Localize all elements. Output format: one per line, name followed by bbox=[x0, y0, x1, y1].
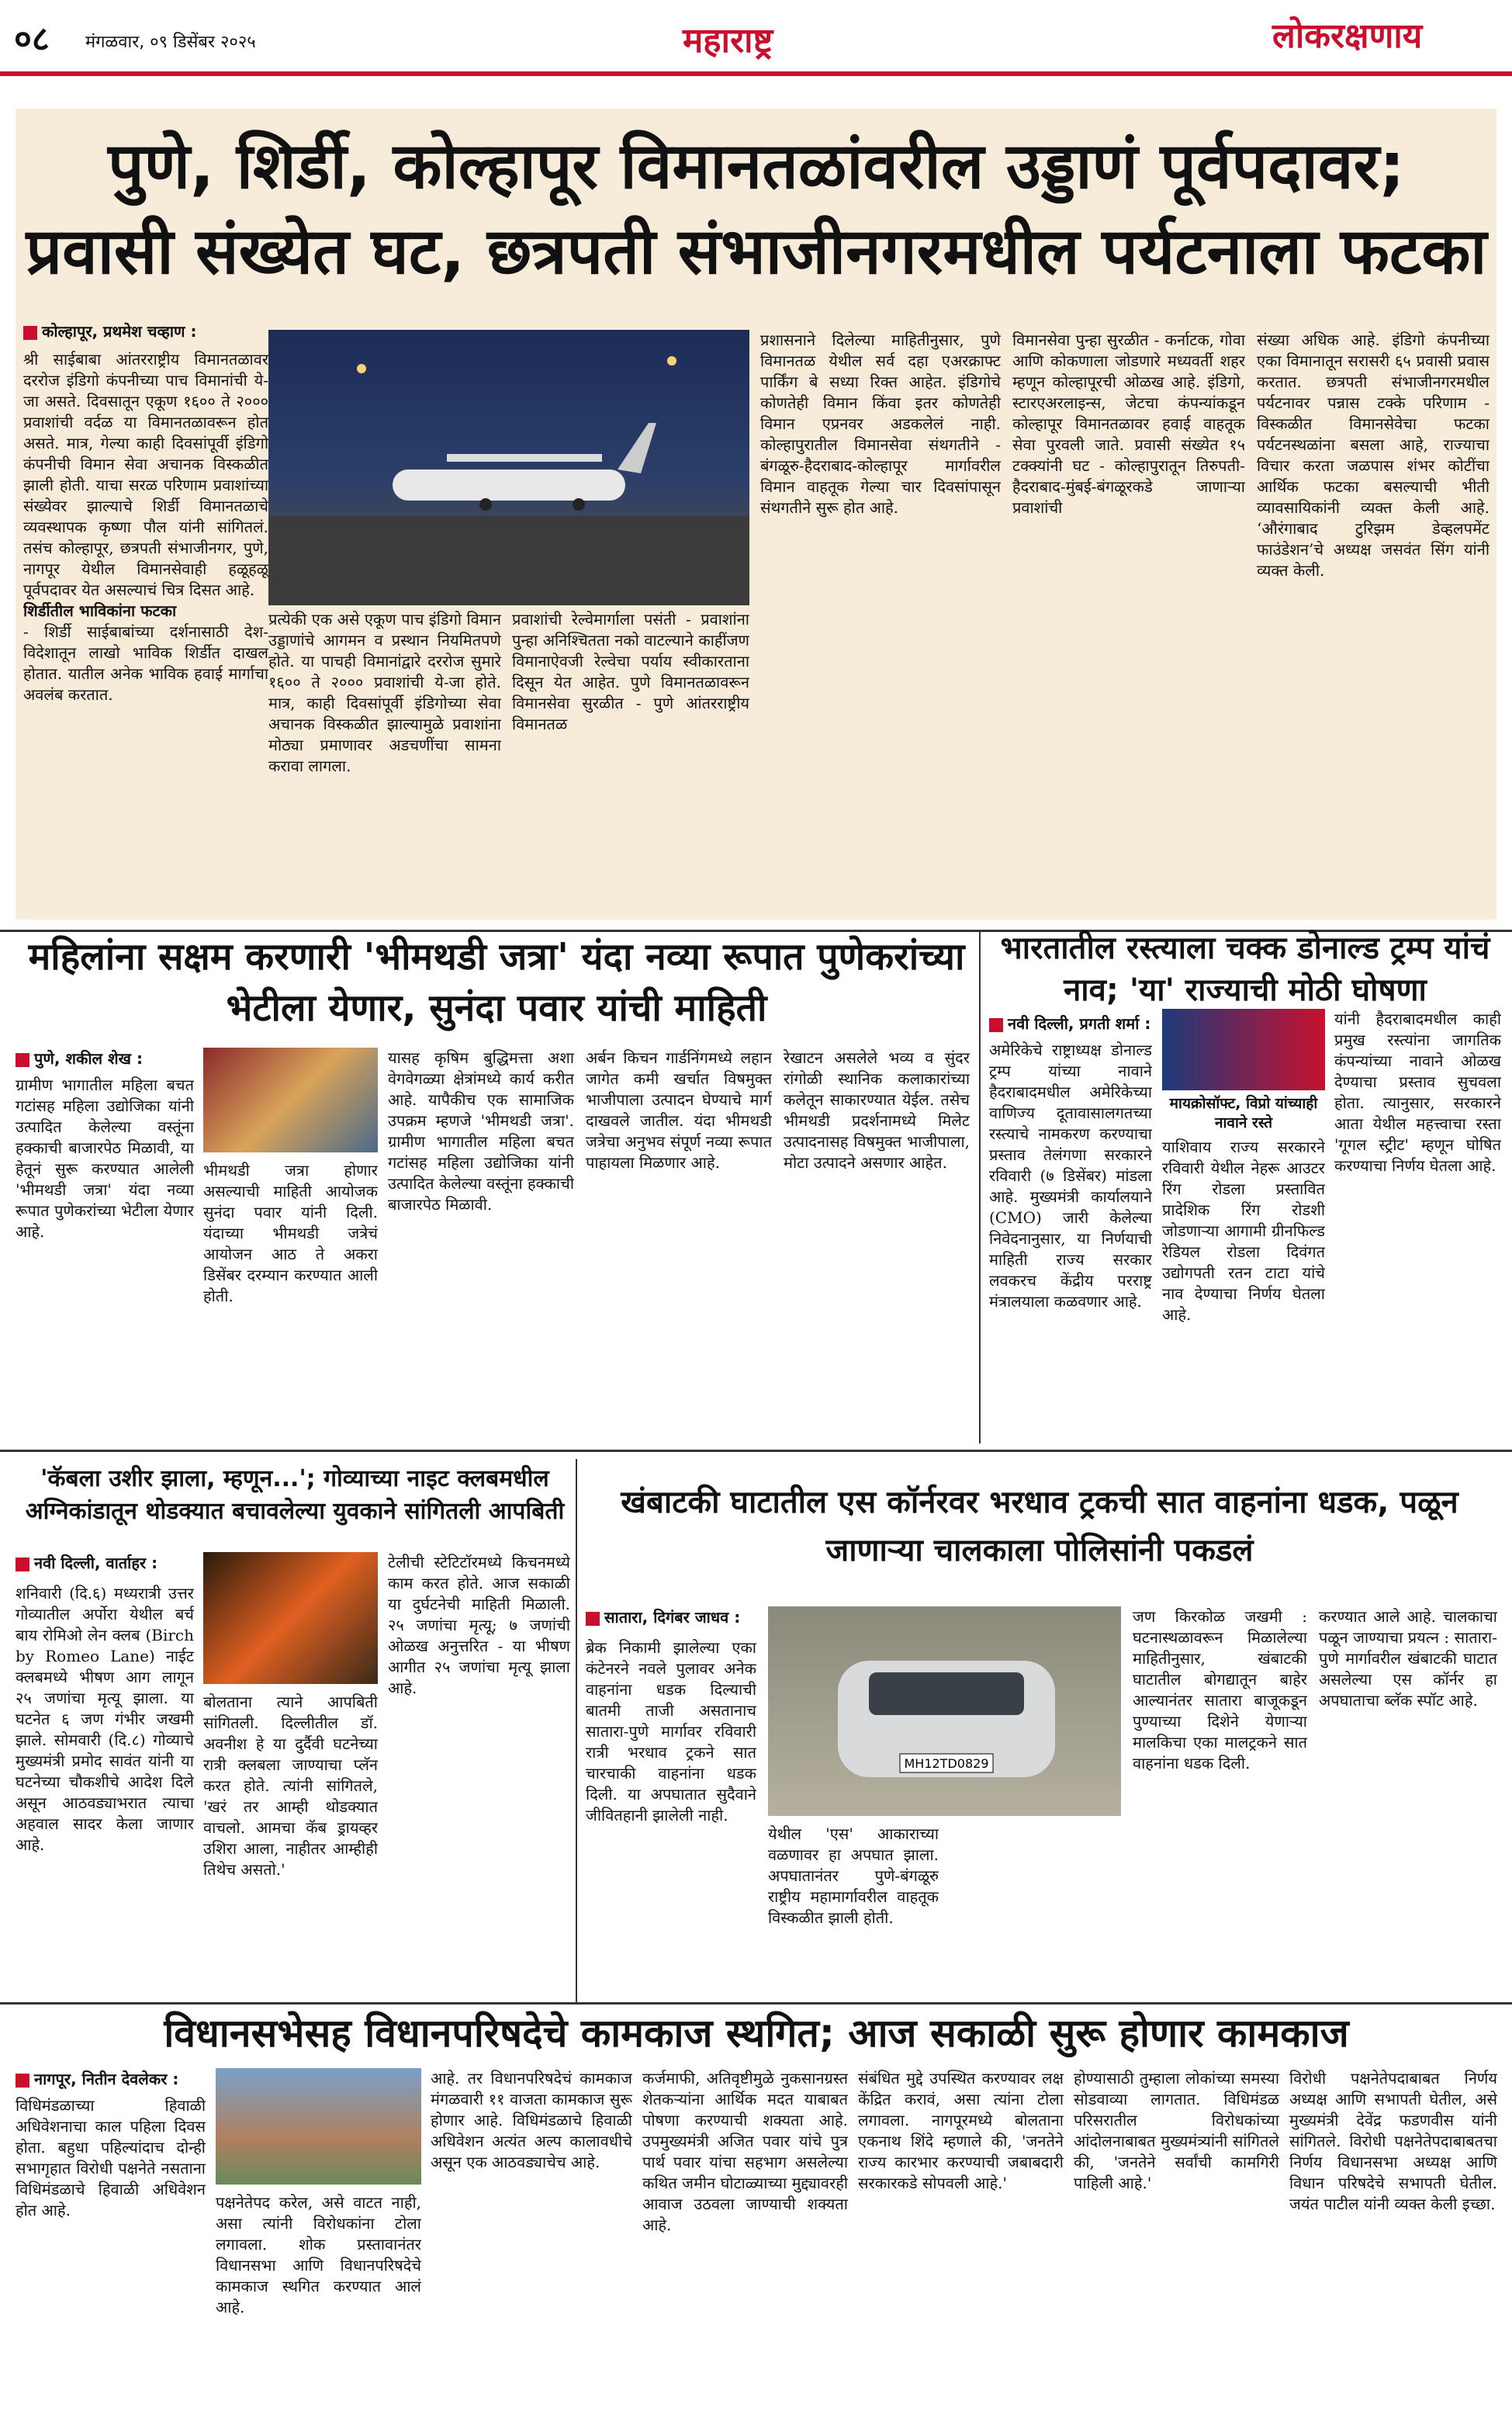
divider bbox=[0, 2002, 1512, 2005]
story-trump-col3: यांनी हैदराबादमधील काही प्रमुख रस्त्यांना जागतिक कंपन्यांच्या नावाने ओळख देण्याचा प्रस्ताव सुचवला होता. त्यानुसार, सरकारने आता येथील महत्त्वाचा रस्ता 'गूगल स्ट्रीट' म्हणून घोषित करण्याचा निर्णय घेतला आहे. bbox=[1334, 1010, 1501, 1175]
story-ghat-col2: येथील 'एस' आकाराच्या वळणावर हा अपघात झाला. अपघातानंतर पुणे-बंगळूरु राष्ट्रीय महामार्गावरील वाहतूक विस्कळीत झाली होती. bbox=[768, 1824, 939, 1927]
section-title: महाराष्ट्र bbox=[683, 21, 773, 61]
lead-column-3: प्रवाशांची रेल्वेमार्गाला पसंती - प्रवाशांना पुन्हा अनिश्चितता नको वाटल्याने काहींजण विमानाऐवजी रेल्वेचा पर्याय स्वीकारताना दिसून येत आहेत. पुणे विमानतळावरून विमानसेवा सुरळीत - पुणे आंतरराष्ट्रीय विमानतळ bbox=[512, 610, 749, 733]
story-goa-col3: टेलीची स्टेटिटॉरमध्ये किचनमध्ये काम करत होते. आज सकाळी या दुर्घटनेची माहिती मिळाली. २५ जणांचा मृत्यू; ७ जणांची ओळख अनुत्तरित - या भीषण आगीत २५ जणांचा मृत्यू झाला आहे. bbox=[388, 1553, 570, 1697]
trump-photo bbox=[1162, 1009, 1325, 1090]
story-ghat-col4: करण्यात आले आहे. चालकाचा पळून जाण्याचा प्रयत्न : सातारा-पुणे मार्गावरील खंबाटकी घाटात असलेल्या एस कॉर्नर हा अपघाताचा ब्लॅक स्पॉट आहे. bbox=[1319, 1607, 1497, 1710]
story-assembly-col1: विधिमंडळाच्या हिवाळी अधिवेशनाचा काल पहिला दिवस होता. बहुधा पहिल्यांदाच दोन्ही सभागृहात विरोधी पक्षनेते नसताना विधिमंडळाचे हिवाळी अधिवेशन होत आहे. bbox=[16, 2096, 206, 2219]
bhimthadi-photo bbox=[203, 1048, 378, 1152]
lead-column-6: संख्या अधिक आहे. इंडिगो कंपनीच्या एका विमानातून सरासरी ६५ प्रवासी प्रवास करतात. छत्रपती संभाजीनगरमधील पर्यटनावर पन्नास टक्के परिणाम - विस्कळीत विमानसेवेचा फटका पर्यटनस्थळांना बसला आहे, राज्याचा विचार करता जळपास शंभर कोटींचा आर्थिक फटका बसल्याची भीती व्यावसायिकांनी व्यक्त केली आहे. ‘औरंगाबाद टुरिझम डेव्हलपमेंट फाउंडेशन’चे अध्यक्ष जसवंत सिंग यांनी व्यक्त केली. bbox=[1257, 331, 1490, 580]
story-ghat-dateline: सातारा, दिगंबर जाधव : bbox=[586, 1606, 756, 1627]
lead-headline: पुणे, शिर्डी, कोल्हापूर विमानतळांवरील उड्डाणं पूर्वपदावर; प्रवासी संख्येत घट, छत्रपती संभाजीनगरमधील पर्यटनाला फटका bbox=[26, 130, 1487, 289]
story-assembly-col7: विरोधी पक्षनेतेपदाबाबत निर्णय अध्यक्ष आणि सभापती घेतील, असे मुख्यमंत्री देवेंद्र फडणवीस यांनी सांगितले. विरोधी पक्षनेतेपदाबाबतचा निर्णय विधानसभा अध्यक्ष आणि विधान परिषदेचे सभापती घेतील. जयंत पाटील यांनी व्यक्त केली इच्छा. bbox=[1289, 2069, 1497, 2213]
story-ghat-col3: जण किरकोळ जखमी : घटनास्थळावरून मिळालेल्या माहितीनुसार, खंबाटकी घाटातील बोगद्यातून बाहेर आल्यानंतर सातारा बाजूकडून पुण्याच्या दिशेने येणाऱ्या मालकिचा एका मालट्रकने सात वाहनांना धडक दिली. bbox=[1133, 1607, 1307, 1772]
story-goa-headline: 'कॅबला उशीर झाला, म्हणून...'; गोव्याच्या नाइट क्लबमधील अग्निकांडातून थोडक्यात बचावलेल्या युवकाने सांगितली आपबिती bbox=[25, 1465, 565, 1525]
bullet-icon bbox=[23, 326, 37, 340]
story-goa-col1: शनिवारी (दि.६) मध्यरात्री उत्तर गोव्यातील अर्पोरा येथील बर्च बाय रोमिओ लेन क्लब (Birch by Romeo Lane) नाईट क्लबमध्ये भीषण आग लागून २५ जणांचा मृत्यू झाला. या घटनेत ६ जण गंभीर जखमी झाले. सोमवारी (दि.८) गोव्याचे मुख्यमंत्री प्रमोद सावंत यांनी या घटनेच्या चौकशीचे आदेश दिले असून आठवड्याभरात त्याचा अहवाल सादर केला जाणार आहे. bbox=[16, 1584, 194, 1854]
page-number: ०८ bbox=[14, 19, 50, 59]
story-assembly-col5: संबंधित मुद्दे उपस्थित करण्यावर लक्ष केंद्रित करावं, असा त्यांना टोला लगावला. नागपूरमध्ये बोलताना एकनाथ शिंदे म्हणाले की, 'जनतेने राज्य कारभार करण्याची जबाबदारी सरकारकडे सोपवली आहे.' bbox=[858, 2069, 1064, 2192]
fire-photo bbox=[203, 1552, 378, 1684]
airport-photo bbox=[268, 330, 749, 605]
airplane-icon bbox=[268, 330, 749, 605]
bullet-icon bbox=[16, 1053, 29, 1067]
bullet-icon bbox=[16, 1558, 29, 1571]
number-plate: MH12TD0829 bbox=[904, 1756, 989, 1771]
story-bhimthadi-col2: भीमथडी जत्रा होणार असल्याची माहिती आयोजक सुनंदा पवार यांनी दिली. यंदाच्या भीमथडी जत्रेचं आयोजन आठ ते अकरा डिसेंबर दरम्यान करण्यात आली होती. bbox=[203, 1161, 378, 1305]
story-trump-col1: अमेरिकेचे राष्ट्राध्यक्ष डोनाल्ड ट्रम्प यांच्या नावाने हैदराबादमधील अमेरिकेच्या वाणिज्य दूतावासालगतच्या रस्त्याचे नामकरण करण्याचा प्रस्ताव तेलंगणा सरकारने रविवारी (७ डिसेंबर) मांडला आहे. मुख्यमंत्री कार्यालयाने (CMO) जारी केलेल्या निवेदनानुसार, या निर्णयाची माहिती राज्य सरकार लवकरच केंद्रीय परराष्ट्र मंत्रालयाला कळवणार आहे. bbox=[989, 1041, 1152, 1311]
story-ghat-col1: ब्रेक निकामी झालेल्या एका कंटेनरने नवले पुलावर अनेक वाहनांना धडक दिल्याची बातमी ताजी असतानाच सातारा-पुणे मार्गावर रविवारी रात्री भरधाव ट्रकने सात चारचाकी वाहनांना धडक दिली. या अपघातात सुदैवाने जीवितहानी झालेली नाही. bbox=[586, 1638, 756, 1824]
car-icon bbox=[768, 1606, 1121, 1816]
story-assembly-col3: आहे. तर विधानपरिषदेचं कामकाज मंगळवारी ११ वाजता कामकाज सुरू होणार आहे. विधिमंडळाचे हिवाळी अधिवेशन अत्यंत अल्प कालावधीचे असून एक आठवड्याचेच आहे. bbox=[431, 2069, 632, 2171]
lead-subhead-shirdi: शिर्डीतील भाविकांना फटका bbox=[23, 601, 177, 620]
story-ghat-headline: खंबाटकी घाटातील एस कॉर्नरवर भरधाव ट्रकची सात वाहनांना धडक, पळून जाणाऱ्या चालकाला पोलिसांनी पकडलं bbox=[621, 1485, 1458, 1568]
story-bhimthadi-headline: महिलांना सक्षम करणारी 'भीमथडी जत्रा' यंदा नव्या रूपात पुणेकरांच्या भेटीला येणार, सुनंदा पवार यांची माहिती bbox=[28, 935, 965, 1030]
story-bhimthadi-col1: ग्रामीण भागातील महिला बचत गटांसह महिला उद्योजिका यांनी उत्पादित केलेल्या वस्तूंना हक्काची बाजारपेठ मिळावी, या हेतूनं सुरू करण्यात आलेली 'भीमथडी जत्रा' यंदा नव्या रूपात पुणेकरांच्या भेटीला येणार आहे. bbox=[16, 1076, 194, 1241]
story-assembly-col4: कर्जमाफी, अतिवृष्टीमुळे नुकसानग्रस्त शेतकऱ्यांना आर्थिक मदत याबाबत पोषणा करण्याची शक्यता आहे. उपमुख्यमंत्री अजित पवार यांचे पुत्र पार्थ पवार यांचा सहभाग असलेल्या कथित जमीन घोटाळ्याच्या मुद्द्यावरही आवाज उठवला जाण्याची शक्यता आहे. bbox=[642, 2069, 848, 2234]
story-goa-dateline: नवी दिल्ली, वार्ताहर : bbox=[16, 1552, 194, 1573]
story-bhimthadi-dateline: पुणे, शकील शेख : bbox=[16, 1048, 194, 1069]
issue-date: मंगळवार, ०९ डिसेंबर २०२५ bbox=[85, 33, 256, 52]
story-bhimthadi-col4: अर्बन किचन गार्डनिंगमध्ये लहान जागेत कमी खर्चात विषमुक्त भाजीपाला उत्पादन घेण्याचे मार्ग दाखवले जातील. यंदा भीमथडी जत्रेचा अनुभव संपूर्ण नव्या रूपात पाहायला मिळणार आहे. bbox=[586, 1048, 772, 1172]
divider bbox=[576, 1459, 577, 2002]
bullet-icon bbox=[989, 1018, 1003, 1032]
divider bbox=[0, 1450, 1512, 1452]
masthead-logo: लोकरक्षणाय bbox=[1272, 16, 1423, 56]
lead-dateline: कोल्हापूर, प्रथमेश चव्हाण : bbox=[23, 321, 272, 341]
story-goa-col2: बोलताना त्याने आपबिती सांगितली. दिल्लीतील डॉ. अवनीश हे या दुर्दैवी घटनेच्या रात्री क्लबला जाण्याचा प्लॅन करत होते. त्यांनी सांगितले, 'खरं तर आम्ही थोडक्यात वाचलो. आमचा कॅब ड्रायव्हर उशिरा आला, नाहीतर आम्हीही तिथेच असतो.' bbox=[203, 1693, 378, 1879]
lead-column-4: प्रशासनाने दिलेल्या माहितीनुसार, पुणे विमानतळ येथील सर्व दहा एअरक्राफ्ट पार्किंग बे सध्या रिक्त आहेत. इंडिगोचे कोणतेही विमान किंवा इतर कोणतेही विमान एप्रनवर अडकलेलं नाही. कोल्हापुरातील विमानसेवा संथगतीने - बंगळूरु-हैदराबाद-कोल्हापूर मार्गावरील विमान वाहतूक गेल्या चार दिवसांपासून संथगतीने सुरू होत आहे. bbox=[760, 331, 1001, 517]
divider bbox=[979, 931, 981, 1443]
story-trump-headline: भारतातील रस्त्याला चक्क डोनाल्ड ट्रम्प यांचं नाव; 'या' राज्याची मोठी घोषणा bbox=[1000, 930, 1490, 1008]
car-photo bbox=[768, 1606, 1121, 1816]
lead-column-2: प्रत्येकी एक असे एकूण पाच इंडिगो विमान उड्डाणांचे आगमन व प्रस्थान नियमितपणे होते. या पाचही विमानांद्वारे दररोज सुमारे १६०० ते २००० प्रवाशांची ये-जा होते. मात्र, काही दिवसांपूर्वी इंडिगोच्या सेवा अचानक विस्कळीत झाल्यामुळे प्रवाशांना मोठ्या प्रमाणावर अडचणींचा सामना करावा लागला. bbox=[268, 610, 501, 775]
story-assembly-headline: विधानसभेसह विधानपरिषदेचे कामकाज स्थगित; आज सकाळी सुरू होणार कामकाज bbox=[164, 2011, 1349, 2056]
story-assembly-col6: होण्यासाठी तुम्हाला लोकांच्या समस्या सोडवाव्या लागतात. विधिमंडळ परिसरातील विरोधकांच्या आंदोलनाबाबत मुख्यमंत्र्यांनी सांगितले की, 'जनतेने सर्वांची कामगिरी पाहिली आहे.' bbox=[1074, 2069, 1279, 2192]
story-assembly-col2: पक्षनेतेपद करेल, असे वाटत नाही, असा त्यांनी विरोधकांना टोला लगावला. शोक प्रस्तावानंतर विधानसभा आणि विधानपरिषदेचे कामकाज स्थगित करण्यात आलं आहे. bbox=[216, 2193, 421, 2316]
story-assembly-dateline: नागपूर, नितीन देवलेकर : bbox=[16, 2068, 202, 2089]
page-header bbox=[0, 0, 1512, 78]
lead-column-5: विमानसेवा पुन्हा सुरळीत - कर्नाटक, गोवा आणि कोकणाला जोडणारे मध्यवर्ती शहर म्हणून कोल्हापूरची ओळख आहे. इंडिगो, स्टारएअरलाइन्स, जेटचा कंपन्यांकडून कोल्हापूर विमानतळावर हवाई वाहतूक सेवा पुरवली जाते. प्रवासी संख्येत १५ टक्क्यांनी घट - कोल्हापुरातून तिरुपती-हैदराबाद-मुंबई-बंगळूरकडे जाणाऱ्या प्रवाशांची bbox=[1012, 331, 1245, 517]
bullet-icon bbox=[16, 2074, 29, 2088]
story-bhimthadi-col5: रेखाटन असलेले भव्य व सुंदर रांगोळी स्थानिक कलाकारांच्या कलेतून साकारण्यात येईल. तसेच भीमथडी प्रदर्शनामध्ये मिलेट उत्पादनासह विषमुक्त भाजीपाला, मोटा उत्पादने असणार आहेत. bbox=[784, 1048, 970, 1172]
lead-column-1: श्री साईबाबा आंतरराष्ट्रीय विमानतळावर दररोज इंडिगो कंपनीच्या पाच विमानांची ये-जा असते. दिवसातून एकूण १६०० ते २००० प्रवाशांची वर्दळ या विमानतळावरून होत असते. मात्र, गेल्या काही दिवसांपूर्वी इंडिगो कंपनीची विमान सेवा अचानक विस्कळीत झाली होती. याचा सरळ परिणाम प्रवाशांच्या संख्येवर झाल्याचे शिर्डी विमानतळाचे व्यवस्थापक कृष्णा पौल यांनी सांगितलं. तसंच कोल्हापूर, छत्रपती संभाजीनगर, पुणे, नागपूर येथील विमानसेवाही हळूहळू पूर्वपदावर येत असल्याचं चित्र दिसत आहे. शिर्डीतील भाविकांना फटका - शिर्डी साईबाबांच्या दर्शनासाठी देश-विदेशातून लाखो भाविक शिर्डीत दाखल होतात. यातील अनेक भाविक हवाई मार्गाचा अवलंब करतात. bbox=[23, 350, 268, 704]
header-rule bbox=[0, 71, 1512, 76]
story-bhimthadi-col3: यासह कृषिम बुद्धिमत्ता अशा वेगवेगळ्या क्षेत्रांमध्ये कार्य करीत आहे. यापैकीच एक सामाजिक उपक्रम म्हणजे 'भीमथडी जत्रा'. ग्रामीण भागातील महिला बचत गटांसह महिला उद्योजिका यांनी उत्पादित केलेल्या वस्तूंना हक्काची बाजारपेठ मिळावी. bbox=[388, 1048, 574, 1214]
story-trump-caption: मायक्रोसॉफ्ट, विप्रो यांच्याही नावाने रस्ते bbox=[1169, 1095, 1318, 1131]
assembly-photo bbox=[216, 2068, 421, 2185]
story-trump-dateline: नवी दिल्ली, प्रगती शर्मा : bbox=[989, 1013, 1160, 1034]
story-trump-col2: याशिवाय राज्य सरकारने रविवारी येथील नेहरू आउटर रिंग रोडला प्रस्तावित प्रादेशिक रिंग रोडशी जोडणाऱ्या आगामी ग्रीनफिल्ड रेडियल रोडला दिवंगत उद्योगपती रतन टाटा यांचे नाव देण्याचा निर्णय घेतला आहे. bbox=[1162, 1138, 1325, 1324]
bullet-icon bbox=[586, 1612, 600, 1626]
